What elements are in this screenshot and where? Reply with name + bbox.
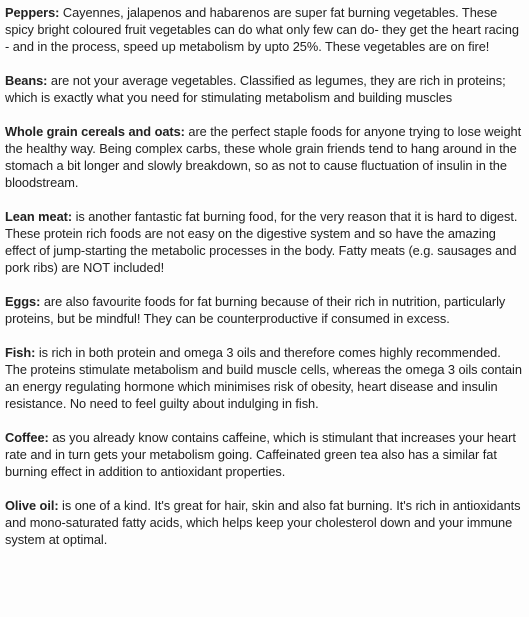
entry-text: as you already know contains caffeine, which is stimulant that increases your heart rate and in turn gets your metabolism going. Caffeinated green tea also has a similar fat burning effect in addition to antioxidant properties. [5, 430, 516, 479]
entry-text: is another fantastic fat burning food, for the very reason that it is hard to digest. These protein rich foods are not easy on the digestive system and so have the amazing effect of jump-starting the metabolic processes in the body. Fatty meats (e.g. sausages and pork ribs) are NOT included! [5, 209, 518, 275]
entry-term: Peppers: [5, 5, 60, 20]
entry-whole-grains [5, 123, 529, 191]
entry-term: Whole grain cereals and oats: [5, 124, 185, 139]
entry-term: Olive oil: [5, 498, 59, 513]
entry-text: are the perfect staple foods for anyone trying to lose weight the healthy way. Being complex carbs, these whole grain friends tend to hang around in the stomach a bit longer and slowly breakdown, so as not to cause fluctuation of insulin in the bloodstream. [5, 124, 522, 190]
entry-term: Eggs: [5, 294, 41, 309]
entry-fish [5, 344, 529, 412]
entry-text: are not your average vegetables. Classified as legumes, they are rich in proteins; which is exactly what you need for stimulating metabolism and building muscles [5, 73, 506, 105]
entry-term: Lean meat: [5, 209, 73, 224]
entry-text: are also favourite foods for fat burning because of their rich in nutrition, particularly proteins, but be mindful! They can be counterproductive if consumed in excess. [5, 294, 506, 326]
entry-coffee [5, 429, 529, 480]
entry-term: Beans: [5, 73, 48, 88]
entry-term: Coffee: [5, 430, 49, 445]
entry-term: Fish: [5, 345, 36, 360]
entry-text: is one of a kind. It's great for hair, skin and also fat burning. It's rich in antioxidants and mono-saturated fatty acids, which helps keep your cholesterol down and your immune system at optimal. [5, 498, 521, 547]
entry-text: is rich in both protein and omega 3 oils and therefore comes highly recommended. The proteins stimulate metabolism and build muscle cells, whereas the omega 3 oils contain an energy regulating hormone which minimises risk of obesity, heart disease and insulin resistance. No need to feel guilty about indulging in fish. [5, 345, 522, 411]
entry-beans [5, 72, 529, 106]
entry-lean-meat [5, 208, 529, 276]
entry-eggs [5, 293, 529, 327]
entry-peppers [5, 4, 529, 55]
entry-text: Cayennes, jalapenos and habarenos are super fat burning vegetables. These spicy bright coloured fruit vegetables can do what only few can do- they get the heart racing - and in the process, speed up metabolism by upto 25%. These vegetables are on fire! [5, 5, 519, 54]
entry-olive-oil [5, 497, 529, 548]
